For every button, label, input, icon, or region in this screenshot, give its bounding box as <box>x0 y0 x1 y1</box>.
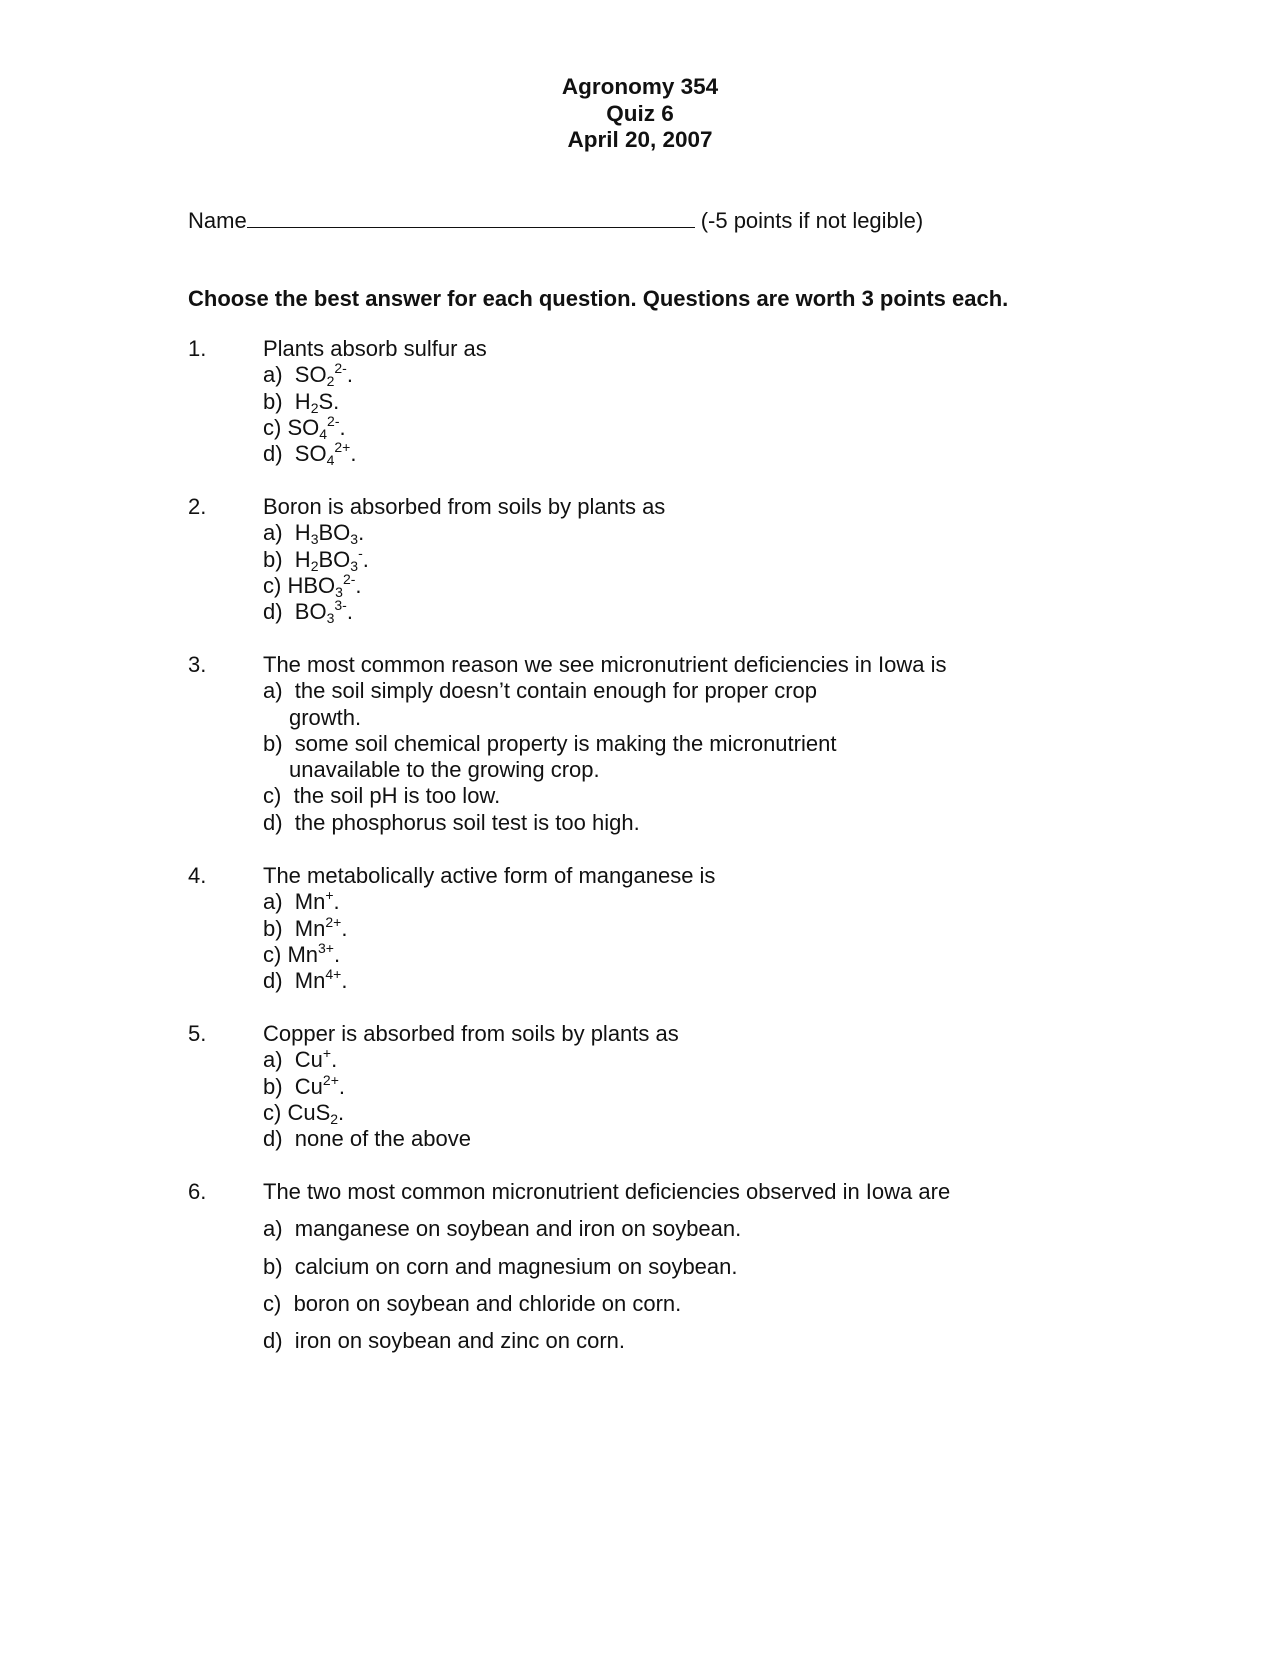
option-d: d) the phosphorus soil test is too high. <box>263 809 640 835</box>
option-d: d) $SO_4^{2+}$. <box>263 439 357 469</box>
option-c: c) $HBO_3^{2-}$. <box>263 570 362 600</box>
option-b: b) $H_2S$. <box>263 388 340 416</box>
option-a: a) manganese on soybean and iron on soybean. <box>263 1216 742 1242</box>
question-prompt: The most common reason we see micronutrient deficiencies in Iowa is <box>263 652 947 677</box>
question-number: 6. <box>188 1179 207 1204</box>
option-c: c) CuS$_2$. <box>263 1099 345 1127</box>
option-b: b) $Cu^{2+}$. <box>263 1071 346 1099</box>
option-d: d) iron on soybean and zinc on corn. <box>263 1328 626 1354</box>
option-d: d) $BO_3^{3-}$. <box>263 597 353 627</box>
option-c: c) $Mn^{3+}$. <box>263 939 341 967</box>
question-number: 1. <box>188 336 207 361</box>
question-number: 5. <box>188 1021 207 1046</box>
name-label: Name <box>188 208 247 233</box>
question-number: 3. <box>188 652 207 677</box>
question-prompt: Copper is absorbed from soils by plants as <box>263 1021 679 1046</box>
question-prompt: The two most common micronutrient deficiencies observed in Iowa are <box>263 1179 951 1204</box>
legibility-note: (-5 points if not legible) <box>700 208 924 233</box>
option-d: d) $Mn^{4+}$. <box>263 966 348 994</box>
option-b: b) calcium on corn and magnesium on soybean. <box>263 1253 738 1279</box>
option-d: d) none of the above <box>263 1126 471 1152</box>
option-b: b) some soil chemical property is making the micronutrient unavailable to the growing crop. <box>263 730 837 783</box>
quiz-header <box>0 74 1280 154</box>
name-blank[interactable] <box>247 207 695 228</box>
option-a: a) Cu+. <box>263 1045 338 1073</box>
question-prompt: The metabolically active form of manganese is <box>263 863 716 888</box>
option-b: b) $H_2BO_3^-$. <box>263 544 369 574</box>
question-prompt: Plants absorb sulfur as <box>263 336 487 361</box>
quiz-title: Quiz 6 <box>606 100 674 126</box>
course-title: Agronomy 354 <box>561 74 719 99</box>
option-b: b) $Mn^{2+}$. <box>263 913 348 941</box>
option-a: a) $SO_2^{2-}$. <box>263 360 353 390</box>
option-c: c) $SO_4^{2-}$. <box>263 412 346 442</box>
quiz-date: April 20, 2007 <box>567 127 713 152</box>
option-a: a) the soil simply doesn’t contain enough for proper crop growth. <box>263 678 817 730</box>
instructions: Choose the best answer for each question. Questions are worth 3 points each. <box>188 286 1009 311</box>
option-a: a) $H_3BO_3$. <box>263 520 365 548</box>
option-c: c) boron on soybean and chloride on corn. <box>263 1290 682 1316</box>
question-number: 2. <box>188 494 207 519</box>
name-line <box>188 207 923 234</box>
option-c: c) the soil pH is too low. <box>263 783 501 809</box>
question-prompt: Boron is absorbed from soils by plants as <box>263 494 666 519</box>
option-a: a) Mn+. <box>263 887 340 915</box>
question-number: 4. <box>188 863 207 888</box>
